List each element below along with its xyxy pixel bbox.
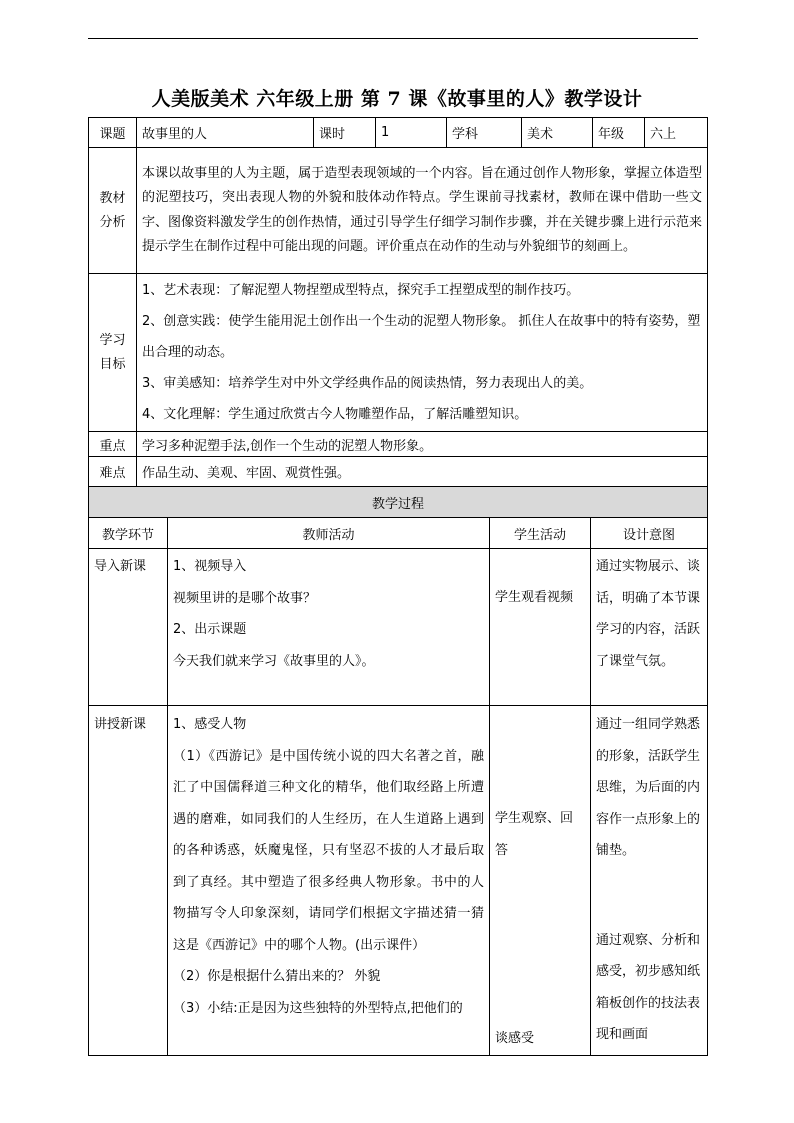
analysis-label-line-2: 分析 [99, 214, 126, 230]
subject-label: 学科 [447, 118, 522, 148]
teacher-line: 今天我们就来学习《故事里的人》。 [173, 653, 375, 669]
lesson-info-table [88, 117, 708, 487]
objective-item: 2、创意实践：使学生能用泥土创作出一个生动的泥塑人物形象。 抓住人在故事中的特有姿势，塑出合理的动态。 [142, 314, 701, 360]
col-stage: 教学环节 [89, 518, 168, 549]
teacher-heading: 1、感受人物 [173, 717, 247, 732]
course-label: 课题 [89, 118, 137, 148]
grade-value: 六上 [645, 118, 708, 148]
analysis-row [89, 148, 708, 274]
col-student: 学生活动 [490, 518, 591, 549]
intent-paragraph: 通过一组同学熟悉的形象，活跃学生思维，为后面的内容作一点形象上的铺垫。 [596, 717, 701, 858]
key-points-row [89, 432, 708, 457]
key-points-label: 重点 [89, 432, 137, 457]
process-header: 教学过程 [89, 487, 708, 518]
intent-paragraph: 通过观察、分析和感受，初步感知纸箱板创作的技法表现和画面 [596, 932, 701, 1042]
col-intent: 设计意图 [591, 518, 708, 549]
student-activity-lesson [490, 706, 591, 1056]
objectives-label [89, 274, 137, 432]
col-teacher: 教师活动 [168, 518, 490, 549]
student-line: 谈感受 [495, 1031, 535, 1046]
teaching-process-table [88, 486, 708, 1056]
objectives-label-line-2: 目标 [99, 356, 126, 372]
process-header-row [89, 487, 708, 518]
analysis-text: 本课以故事里的人为主题，属于造型表现领域的一个内容。旨在通过创作人物形象，掌握立体造型的泥塑技巧，突出表现人物的外貌和肢体动作特点。学生课前寻找素材，教师在课中借助一些文字、图像资料激发学生的创作热情，通过引导学生仔细学习制作步骤，并在关键步骤上进行示范来提示学生在制作过程中可能出现的问题。评价重点在动作的生动与外貌细节的刻画上。 [137, 148, 708, 274]
teacher-activity-intro [168, 549, 490, 706]
teacher-paragraph: （1）《西游记》是中国传统小说的四大名著之首，融汇了中国儒释道三种文化的精华，他们取经路上所遭遇的磨难，如同我们的人生经历，在人生道路上遇到的各种诱惑，妖魔鬼怪，只有坚忍不拔的人才最后取到了真经。其中塑造了很多经典人物形象。书中的人物描写令人印象深刻，请同学们根据文字描述猜一猜这是《西游记》中的哪个人物。(出示课件） [173, 748, 484, 953]
student-activity-intro: 学生观看视频 [490, 549, 591, 706]
key-points-text: 学习多种泥塑手法,创作一个生动的泥塑人物形象。 [137, 432, 708, 457]
teacher-line: 视频里讲的是哪个故事？ [173, 590, 317, 606]
teacher-paragraph: （2）你是根据什么猜出来的？ 外貌 [173, 969, 381, 984]
stage-lesson: 讲授新课 [89, 706, 168, 1056]
teacher-paragraph: （3）小结:正是因为这些独特的外型特点,把他们的 [173, 1000, 463, 1016]
objective-item: 3、审美感知：培养学生对中外文学经典作品的阅读热情，努力表现出人的美。 [142, 376, 593, 391]
intent-lesson [591, 706, 708, 1056]
hours-label: 课时 [314, 118, 376, 148]
process-columns-row [89, 518, 708, 549]
student-line: 学生观察、回答 [495, 811, 574, 858]
spacer [596, 867, 702, 925]
subject-value: 美术 [522, 118, 593, 148]
grade-label: 年级 [593, 118, 645, 148]
difficulties-row [89, 457, 708, 487]
hours-value: 1 [376, 118, 447, 148]
teacher-line: 2、出示课题 [173, 622, 247, 637]
process-row-lesson [89, 706, 708, 1056]
teacher-activity-lesson [168, 706, 490, 1056]
difficulties-text: 作品生动、美观、牢固、观赏性强。 [137, 457, 708, 487]
analysis-label [89, 148, 137, 274]
intent-intro: 通过实物展示、谈话，明确了本节课学习的内容，活跃了课堂气氛。 [591, 549, 708, 706]
objectives-row [89, 274, 708, 432]
objectives-list [137, 274, 708, 432]
document-title: 人美版美术 六年级上册 第 7 课《故事里的人》教学设计 [151, 88, 643, 110]
teacher-line: 1、视频导入 [173, 559, 247, 574]
spacer [495, 866, 585, 1023]
objective-item: 4、文化理解：学生通过欣赏古今人物雕塑作品，了解活雕塑知识。 [142, 407, 528, 422]
objectives-label-line-1: 学习 [99, 332, 126, 348]
objective-item: 1、艺术表现：了解泥塑人物捏塑成型特点，探究手工捏塑成型的制作技巧。 [142, 283, 580, 298]
process-row-intro [89, 549, 708, 706]
course-row [89, 118, 708, 148]
header-rule [88, 38, 698, 39]
stage-intro: 导入新课 [89, 549, 168, 706]
course-value: 故事里的人 [137, 118, 314, 148]
analysis-label-line-1: 教材 [99, 190, 126, 206]
difficulties-label: 难点 [89, 457, 137, 487]
